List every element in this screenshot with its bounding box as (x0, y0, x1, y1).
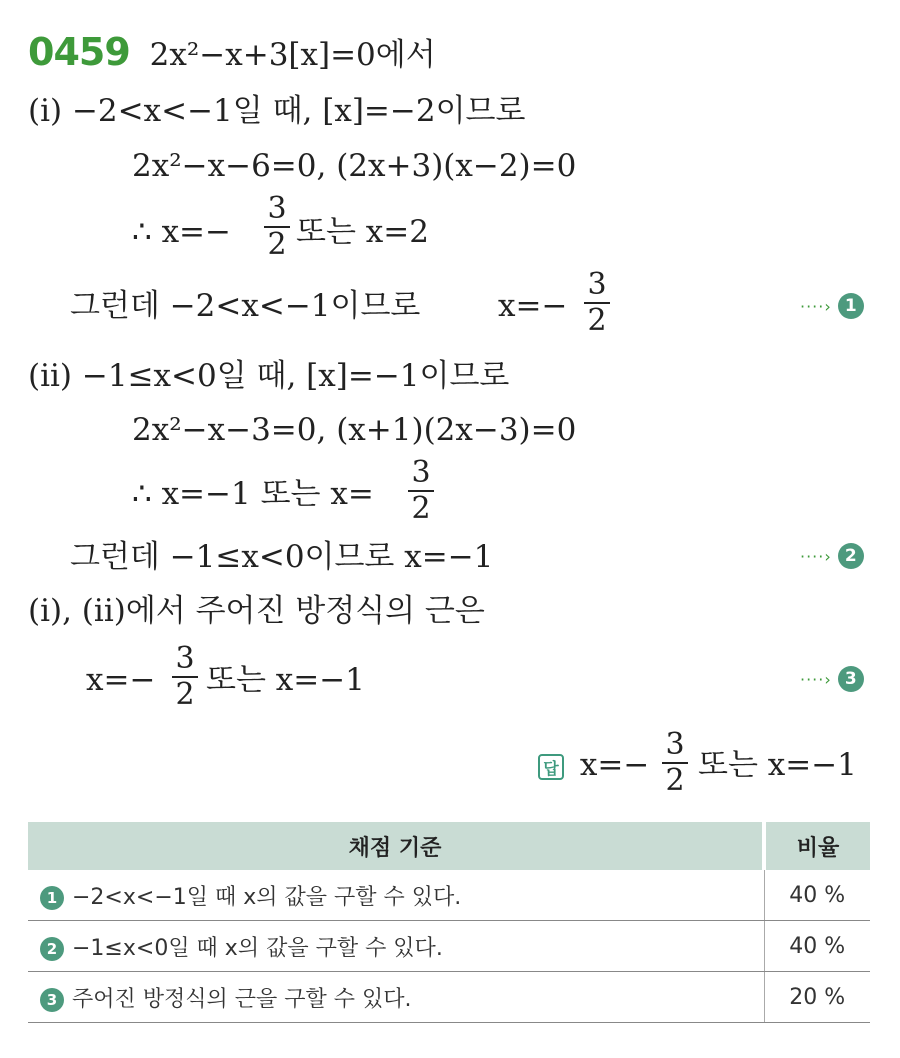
dots-arrow-icon: ····› (800, 546, 832, 566)
case1-header: (i) −2<x<−1일 때, [x]=−2이므로 (28, 93, 526, 129)
answer-icon: 답 (538, 754, 564, 780)
problem-number: 0459 (28, 30, 130, 74)
criteria-text: 주어진 방정식의 근을 구할 수 있다. (72, 986, 412, 1012)
ratio-cell: 40 % (764, 870, 870, 921)
answer-fraction (662, 728, 688, 798)
step-marker-2 (800, 543, 864, 569)
problem-line (28, 32, 436, 75)
case1-conclusion: 그런데 −2<x<−1이므로 (70, 288, 421, 324)
case1-equation: 2x²−x−6=0, (2x+3)(x−2)=0 (132, 148, 577, 184)
case2-conclusion: 그런데 −1≤x<0이므로 x=−1 (70, 539, 494, 575)
case2-header: (ii) −1≤x<0일 때, [x]=−1이므로 (28, 358, 510, 394)
roots-suffix: 또는 x=−1 (206, 662, 365, 698)
grading-table (28, 822, 870, 1023)
step-badge: 2 (838, 543, 864, 569)
case1-conclusion-x: x=− (498, 288, 568, 324)
problem-equation: 2x²−x+3[x]=0에서 (149, 37, 436, 73)
roots-header: (i), (ii)에서 주어진 방정식의 근은 (28, 593, 485, 629)
criteria-cell (28, 870, 764, 921)
step-badge: 1 (40, 886, 64, 910)
step-badge: 1 (838, 293, 864, 319)
case2-fraction (408, 456, 434, 526)
fraction-denominator: 2 (411, 491, 431, 526)
fraction-numerator: 3 (665, 727, 685, 762)
case1-conclusion-fraction (584, 268, 610, 338)
fraction-numerator: 3 (175, 641, 195, 676)
fraction-numerator: 3 (267, 191, 287, 226)
criteria-text: −2<x<−1일 때 x의 값을 구할 수 있다. (72, 884, 462, 910)
case1-therefore-prefix: ∴ x=− (132, 214, 232, 250)
criteria-header: 채점 기준 (28, 822, 764, 870)
ratio-cell: 40 % (764, 921, 870, 972)
case1-therefore (132, 212, 231, 252)
fraction-numerator: 3 (587, 267, 607, 302)
fraction-denominator: 2 (267, 227, 287, 262)
case1-fraction (264, 192, 290, 262)
answer-suffix: 또는 x=−1 (698, 747, 857, 783)
case1-therefore-suffix: 또는 x=2 (296, 214, 429, 250)
step-marker-1 (800, 293, 864, 319)
roots-fraction (172, 642, 198, 712)
answer-prefix: x=− (579, 747, 650, 783)
dots-arrow-icon: ····› (800, 296, 832, 316)
criteria-cell (28, 972, 764, 1023)
table-row (28, 921, 870, 972)
criteria-text: −1≤x<0일 때 x의 값을 구할 수 있다. (72, 935, 443, 961)
answer-line (538, 745, 649, 785)
roots-prefix: x=− (86, 662, 156, 698)
criteria-cell (28, 921, 764, 972)
table-header-row (28, 822, 870, 870)
step-badge: 3 (838, 666, 864, 692)
case2-equation: 2x²−x−3=0, (x+1)(2x−3)=0 (132, 412, 577, 448)
fraction-numerator: 3 (411, 455, 431, 490)
step-badge: 3 (40, 988, 64, 1012)
table-row (28, 972, 870, 1023)
step-badge: 2 (40, 937, 64, 961)
case2-therefore: ∴ x=−1 또는 x= (132, 476, 374, 512)
ratio-header: 비율 (764, 822, 870, 870)
dots-arrow-icon: ····› (800, 669, 832, 689)
step-marker-3 (800, 666, 864, 692)
fraction-denominator: 2 (665, 763, 685, 798)
ratio-cell: 20 % (764, 972, 870, 1023)
table-row (28, 870, 870, 921)
fraction-denominator: 2 (175, 677, 195, 712)
fraction-denominator: 2 (587, 303, 607, 338)
